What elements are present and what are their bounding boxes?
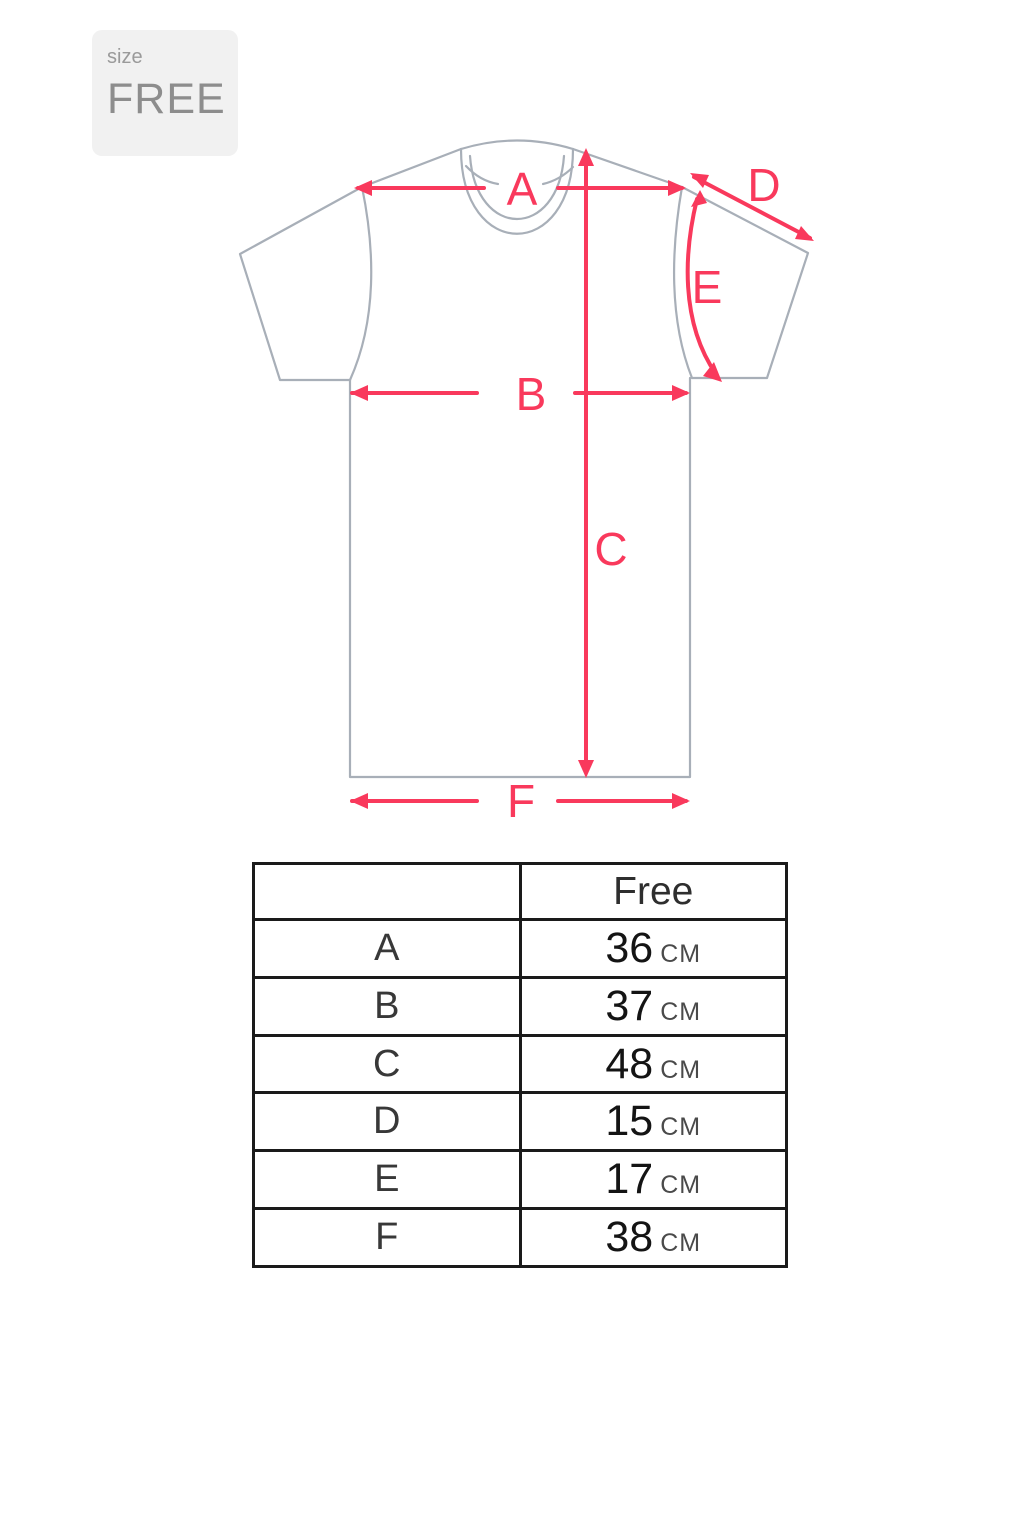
table-row bbox=[254, 1209, 787, 1267]
row-label-cell: F bbox=[254, 1209, 521, 1267]
measurement-lines bbox=[352, 156, 810, 801]
measurement-value: 17 bbox=[605, 1155, 654, 1204]
table-row bbox=[254, 1035, 787, 1093]
measurement-unit: CM bbox=[660, 997, 702, 1026]
measure-label-f: F bbox=[506, 775, 536, 827]
row-value-cell bbox=[520, 1209, 787, 1267]
measurement-unit: CM bbox=[660, 939, 702, 968]
measurement-arrowheads bbox=[350, 148, 814, 809]
shoulder-seam-right bbox=[573, 149, 682, 187]
collar-back-line bbox=[461, 141, 573, 150]
sleeve-left bbox=[240, 187, 362, 380]
table-row bbox=[254, 1093, 787, 1151]
table-row bbox=[254, 1151, 787, 1209]
row-label-cell: B bbox=[254, 977, 521, 1035]
arrow-b-left bbox=[350, 385, 368, 401]
measurement-table bbox=[252, 862, 788, 1268]
table-header-row bbox=[254, 864, 787, 920]
measurement-value: 48 bbox=[605, 1039, 654, 1088]
armhole-left bbox=[350, 187, 371, 380]
tshirt-outline bbox=[240, 141, 808, 778]
measurement-unit: CM bbox=[660, 1171, 702, 1200]
row-label-cell: D bbox=[254, 1093, 521, 1151]
row-value-cell bbox=[520, 1151, 787, 1209]
arrow-d-start bbox=[690, 173, 709, 188]
arrow-d-end bbox=[795, 226, 814, 241]
arrow-f-left bbox=[350, 793, 368, 809]
row-value-cell bbox=[520, 920, 787, 978]
row-label-cell: C bbox=[254, 1035, 521, 1093]
row-value-cell bbox=[520, 1035, 787, 1093]
measurement-value: 37 bbox=[605, 981, 654, 1030]
size-badge-value: FREE bbox=[107, 75, 226, 123]
measurement-value: 15 bbox=[605, 1097, 654, 1146]
row-value-cell bbox=[520, 1093, 787, 1151]
row-label-cell: E bbox=[254, 1151, 521, 1209]
measure-label-e: E bbox=[691, 261, 723, 313]
measure-label-a: A bbox=[506, 163, 538, 215]
measurement-value: 36 bbox=[605, 923, 654, 972]
table-row bbox=[254, 920, 787, 978]
arrow-c-bottom bbox=[578, 760, 594, 778]
arrow-a-right bbox=[668, 180, 686, 196]
measure-label-c: C bbox=[594, 523, 628, 575]
table-row bbox=[254, 977, 787, 1035]
row-label-cell: A bbox=[254, 920, 521, 978]
arrow-b-right bbox=[672, 385, 690, 401]
header-empty-cell bbox=[254, 864, 521, 920]
measure-label-d: D bbox=[747, 159, 781, 211]
measurement-unit: CM bbox=[660, 1055, 702, 1084]
measurement-unit: CM bbox=[660, 1229, 702, 1258]
shoulder-seam-left bbox=[362, 149, 461, 187]
measure-label-b: B bbox=[515, 368, 547, 420]
header-size-cell: Free bbox=[520, 864, 787, 920]
body-outline bbox=[350, 378, 690, 777]
size-badge-label: size bbox=[107, 46, 143, 68]
row-value-cell bbox=[520, 977, 787, 1035]
arrow-f-right bbox=[672, 793, 690, 809]
measurement-value: 38 bbox=[605, 1213, 654, 1262]
measurement-unit: CM bbox=[660, 1113, 702, 1142]
